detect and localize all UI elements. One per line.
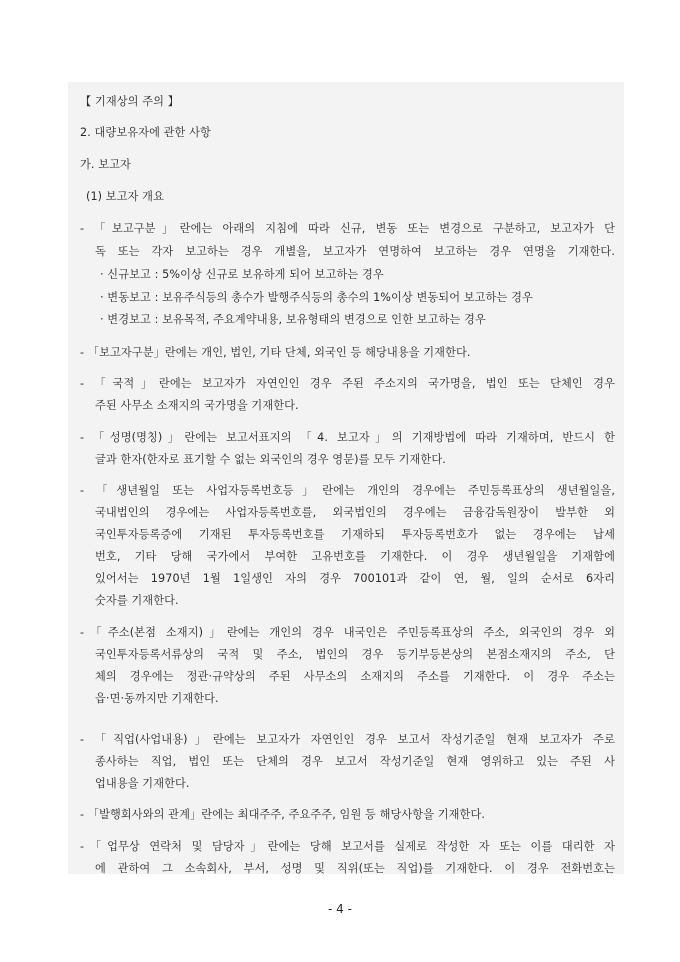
- paragraph-line: - 「직업(사업내용)」란에는 보고자가 자연인인 경우 보고서 작성기준일 현재 보고자가 주로: [80, 733, 615, 746]
- paragraph-line: -「주소(본점 소재지)」란에는 개인의 경우 내국인은 주민등록표상의 주소, 외국인의 경우 외: [80, 626, 615, 639]
- paragraph-line: 국인투자등록증에 기재된 투자등록번호를 기재하되 투자등록번호가 없는 경우에는 납세: [95, 528, 615, 541]
- paragraph-line: - 「보고구분」란에는 아래의 지침에 따라 신규, 변동 또는 변경으로 구분하고, 보고자가 단: [80, 222, 615, 235]
- paragraph-line: 국내법인의 경우에는 사업자등록번호를, 외국법인의 경우에는 금융감독원장이 발부한 외: [95, 506, 615, 519]
- paragraph-line: 글과 한자(한자로 표기할 수 없는 외국인의 경우 영문)를 모두 기재한다.: [95, 453, 446, 466]
- paragraph-line: 종사하는 직업, 법인 또는 단체의 경우 보고서 작성기준일 현재 영위하고 있는 주된 사: [95, 755, 615, 768]
- paragraph-line: 번호, 기타 당해 국가에서 부여한 고유번호를 기재한다. 이 경우 생년월일을 기재함에: [95, 550, 615, 563]
- paragraph-line: - 「발행회사와의 관계」란에는 최대주주, 주요주주, 임원 등 해당사항을 기재한다.: [80, 808, 486, 821]
- paragraph-line: 읍·면·동까지만 기재한다.: [95, 692, 219, 705]
- paragraph-line: - 「성명(명칭)」란에는 보고서표지의 「4. 보고자」의 기재방법에 따라 기재하며, 반드시 한: [80, 431, 615, 444]
- paragraph-line: 체의 경우에는 정관·규약상의 주된 사무소의 소재지의 주소를 기재한다. 이 경우 주소는: [95, 670, 615, 683]
- bullet-item: · 신규보고 : 5%이상 신규로 보유하게 되어 보고하는 경우: [100, 268, 384, 281]
- paragraph-line: 숫자를 기재한다.: [95, 594, 179, 607]
- paragraph-line: -「업무상 연락처 및 담당자」란에는 당해 보고서를 실제로 작성한 자 또는 이를 대리한 자: [80, 840, 615, 853]
- paragraph-line: 독 또는 각자 보고하는 경우 개별을, 보고자가 연명하여 보고하는 경우 연명을 기재한다.: [95, 245, 615, 258]
- section-title: 2. 대량보유자에 관한 사항: [80, 126, 211, 139]
- subsection-title: 가. 보고자: [80, 158, 131, 171]
- bullet-item: · 변경보고 : 보유목적, 주요계약내용, 보유형태의 변경으로 인한 보고하는 경우: [100, 313, 486, 326]
- paragraph-line: 에 관하여 그 소속회사, 부서, 성명 및 직위(또는 직업)를 기재한다. 이 경우 전화번호는: [95, 862, 615, 875]
- subsubsection-title: (1) 보고자 개요: [86, 190, 164, 203]
- paragraph-line: - 「보고자구분」란에는 개인, 법인, 기타 단체, 외국인 등 해당내용을 기재한다.: [80, 346, 471, 359]
- paragraph-line: - 「생년월일 또는 사업자등록번호등」란에는 개인의 경우에는 주민등록표상의 생년월일을,: [80, 484, 615, 497]
- paragraph-line: 업내용을 기재한다.: [95, 777, 190, 790]
- bullet-item: · 변동보고 : 보유주식등의 총수가 발행주식등의 총수의 1%이상 변동되어 보고하는 경우: [100, 291, 533, 304]
- paragraph-line: 국인투자등록서류상의 국적 및 주소, 법인의 경우 등기부등본상의 본점소재지의 주소, 단: [95, 648, 615, 661]
- paragraph-line: 주된 사무소 소재지의 국가명을 기재한다.: [95, 399, 299, 412]
- paragraph-line: - 「국적」란에는 보고자가 자연인인 경우 주된 주소지의 국가명을, 법인 또는 단체인 경우: [80, 377, 615, 390]
- paragraph-line: 있어서는 1970년 1월 1일생인 자의 경우 700101과 같이 연, 월, 일의 순서로 6자리: [95, 572, 615, 585]
- page-number: - 4 -: [328, 902, 352, 916]
- notice-heading: 【 기재상의 주의 】: [80, 95, 179, 108]
